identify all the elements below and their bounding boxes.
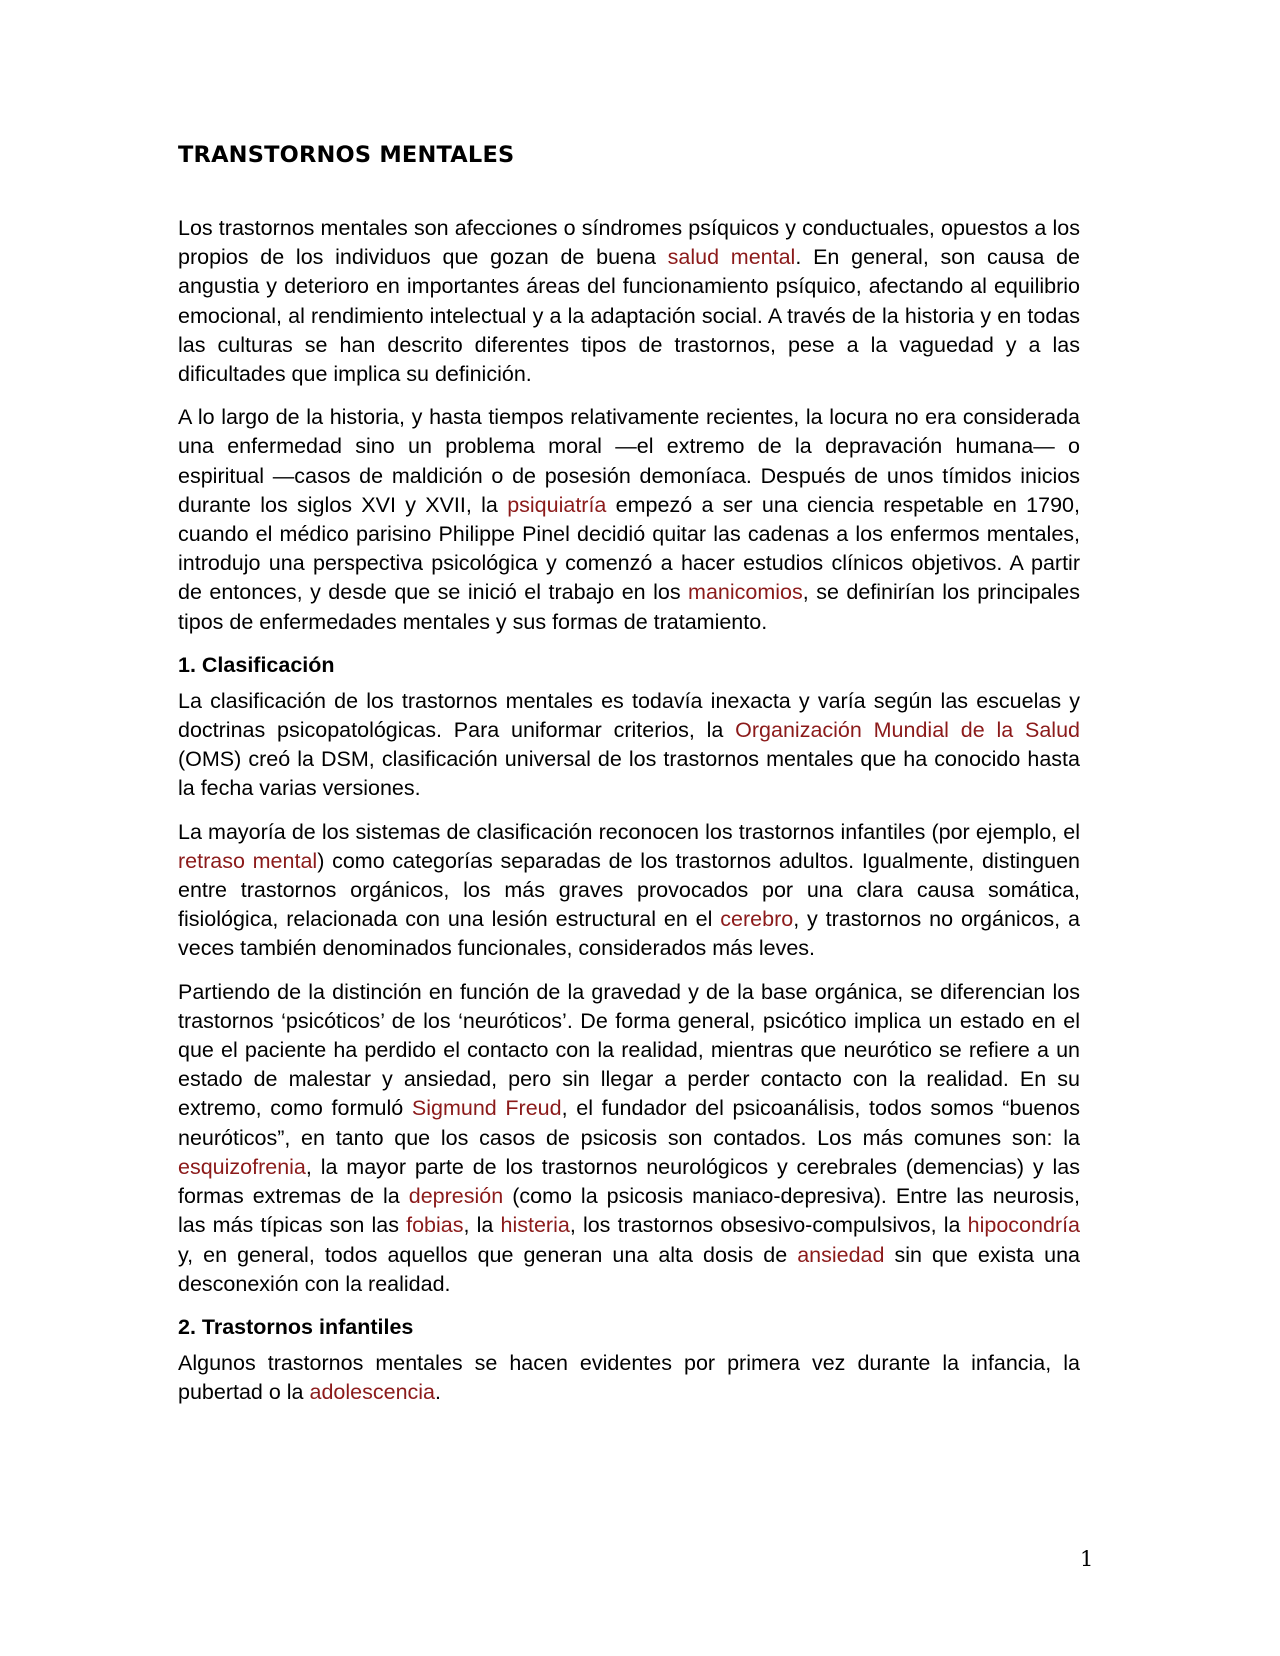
paragraph-text: . En general, son causa de angustia y deterioro en importantes áreas del funcionamiento psíquico, afectando al equilibrio emocional, al rendimiento intelectual y a la adaptación social. A través de la historia y en todas las culturas se han descrito diferentes tipos de trastornos, pese a la vaguedad y a las dificultades que implica su definición. (178, 245, 1080, 387)
paragraph-text: A lo largo de la historia, y hasta tiempos relativamente recientes, la locura no era considerada una enfermedad sino un problema moral —el extremo de la depravación humana— o espiritual —casos de maldición o de posesión demoníaca. Después de unos tímidos inicios durante los siglos XVI y XVII, la (178, 405, 1080, 517)
paragraph-intro (178, 214, 1080, 389)
link-retraso-mental[interactable]: retraso mental (178, 848, 318, 873)
paragraph-text: , la (463, 1213, 501, 1238)
link-psiquiatria[interactable]: psiquiatría (507, 492, 607, 517)
paragraph-text: (OMS) creó la DSM, clasificación universal de los trastornos mentales que ha conocido hasta la fecha varias versiones. (178, 747, 1080, 801)
paragraph-text: , los trastornos obsesivo-compulsivos, la (569, 1213, 968, 1238)
link-fobias[interactable]: fobias (406, 1213, 464, 1238)
paragraph-text: (como la psicosis maniaco-depresiva). Entre las neurosis, las más típicas son las (178, 1184, 1081, 1238)
paragraph-text: empezó a ser una ciencia respetable en 1790, cuando el médico parisino Philippe Pinel decidió quitar las cadenas a los enfermos mentales, introdujo una perspectiva psicológica y comenzó a hacer estudios clínicos objetivos. A partir de entonces, y desde que se inició el trabajo en los (178, 492, 1080, 605)
paragraph-text: Partiendo de la distinción en función de la gravedad y de la base orgánica, se diferencian los trastornos ‘psicóticos’ de los ‘neuróticos’. De forma general, psicótico implica un estado en el que el paciente ha perdido el contacto con la realidad, mientras que neurótico se refiere a un estado de malestar y ansiedad, pero sin llegar a perder contacto con la realidad. En su extremo, como formuló (178, 979, 1080, 1121)
link-histeria[interactable]: histeria (500, 1213, 570, 1238)
paragraph-text: , la mayor parte de los trastornos neurológicos y cerebrales (demencias) y las formas extremas de la (178, 1154, 1080, 1209)
paragraph-infantiles (178, 1349, 1080, 1407)
paragraph-text: . (435, 1380, 441, 1405)
paragraph-text: ) como categorías separadas de los trastornos adultos. Igualmente, distinguen entre trastornos orgánicos, los más graves provocados por una clara causa somática, fisiológica, relacionada con una lesión estructural en el (178, 848, 1080, 932)
link-cerebro[interactable]: cerebro (720, 907, 794, 932)
section-heading-trastornos-infantiles: 2. Trastornos infantiles (178, 1314, 414, 1339)
link-oms[interactable]: Organización Mundial de la Salud (735, 718, 1080, 743)
paragraph-text: La clasificación de los trastornos mentales es todavía inexacta y varía según las escuelas y doctrinas psicopatológicas. Para uniformar criterios, la (178, 688, 1080, 743)
page-number: 1 (1080, 1547, 1094, 1571)
paragraph-text: sin que exista una desconexión con la realidad. (178, 1242, 1080, 1296)
link-depresion[interactable]: depresión (408, 1184, 504, 1209)
paragraph-classification (178, 687, 1080, 804)
link-manicomios[interactable]: manicomios (688, 580, 803, 605)
paragraph-text: , el fundador del psicoanálisis, todos somos “buenos neuróticos”, en tanto que los casos de psicosis son contados. Los más comunes son: la (178, 1096, 1080, 1150)
paragraph-psychotic-neurotic (178, 978, 1080, 1299)
link-esquizofrenia[interactable]: esquizofrenia (178, 1154, 306, 1179)
paragraph-text: , se definirían los principales tipos de enfermedades mentales y sus formas de tratamiento. (178, 580, 1080, 634)
link-salud-mental[interactable]: salud mental (667, 245, 796, 270)
link-ansiedad[interactable]: ansiedad (797, 1242, 885, 1267)
paragraph-text: Los trastornos mentales son afecciones o síndromes psíquicos y conductuales, opuestos a los propios de los individuos que gozan de buena (178, 216, 1080, 270)
paragraph-text: y, en general, todos aquellos que generan una alta dosis de (178, 1242, 798, 1267)
link-hipocondria[interactable]: hipocondría (967, 1213, 1081, 1238)
document-title: TRANSTORNOS MENTALES (178, 142, 515, 168)
paragraph-text: La mayoría de los sistemas de clasificación reconocen los trastornos infantiles (por ejemplo, el (178, 819, 1080, 844)
paragraph-text: , y trastornos no orgánicos, a veces también denominados funcionales, considerados más leves. (178, 907, 1080, 961)
paragraph-history (178, 403, 1080, 637)
paragraph-systems (178, 818, 1080, 964)
section-heading-clasificacion: 1. Clasificación (178, 652, 335, 677)
link-sigmund-freud[interactable]: Sigmund Freud (411, 1096, 562, 1121)
link-adolescencia[interactable]: adolescencia (309, 1380, 436, 1405)
document-body (178, 140, 1080, 1421)
paragraph-text: Algunos trastornos mentales se hacen evidentes por primera vez durante la infancia, la pubertad o la (178, 1350, 1080, 1405)
